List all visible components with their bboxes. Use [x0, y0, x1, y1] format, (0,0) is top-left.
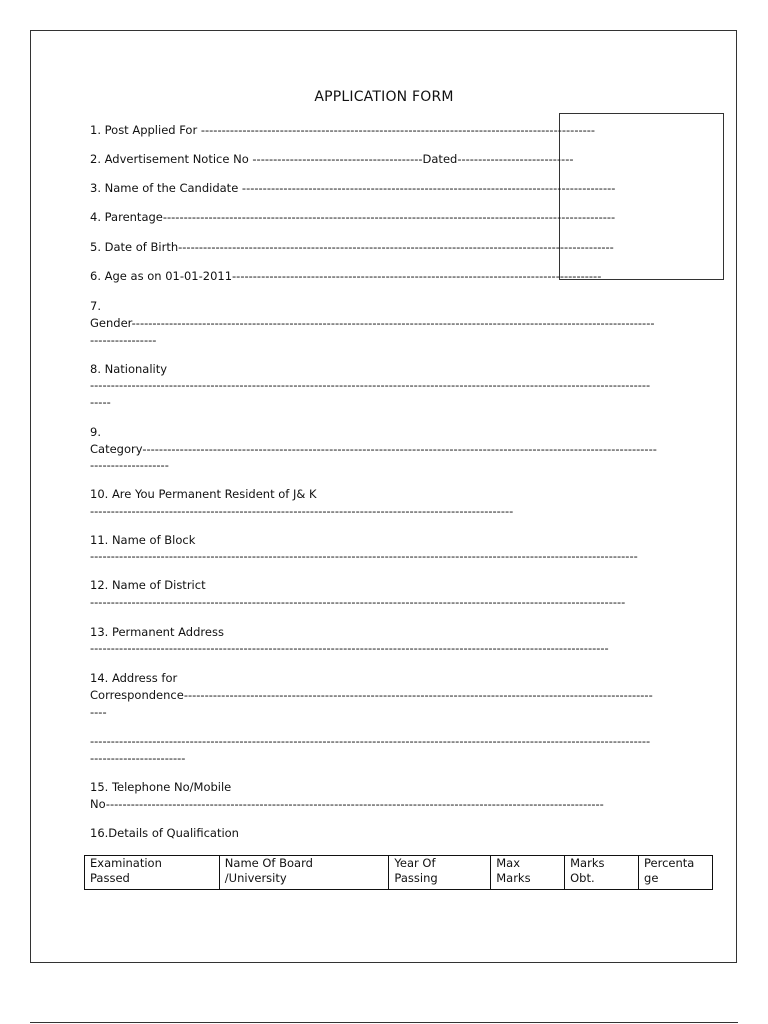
- qualification-table-header-row: [85, 856, 713, 890]
- correspondence-address-line-2-continuation: -----------------------: [90, 751, 186, 765]
- bottom-divider: [30, 1022, 738, 1023]
- header-line: Examination: [90, 856, 162, 870]
- district-field: ---------------------------------------------------------------------------------------------------------------------------------: [90, 595, 626, 609]
- telephone-label: 15. Telephone No/Mobile: [90, 780, 232, 794]
- candidate-name-field: 3. Name of the Candidate ------------------------------------------------------------------------------------------: [90, 181, 616, 195]
- form-title: APPLICATION FORM: [314, 89, 454, 105]
- header-line: Marks: [496, 871, 531, 885]
- permanent-address-label: 13. Permanent Address: [90, 625, 224, 639]
- nationality-field-continuation: -----: [90, 395, 111, 409]
- percentage-header: [639, 856, 713, 890]
- advertisement-notice-field: 2. Advertisement Notice No -----------------------------------------Dated----------------------------: [90, 152, 574, 166]
- permanent-resident-label: 10. Are You Permanent Resident of J& K: [90, 487, 317, 501]
- examination-passed-header: [85, 856, 220, 890]
- category-field-continuation: -------------------: [90, 458, 169, 472]
- correspondence-address-continuation: ----: [90, 705, 107, 719]
- post-applied-field: 1. Post Applied For -----------------------------------------------------------------------------------------------: [90, 123, 596, 137]
- gender-field-continuation: ----------------: [90, 333, 157, 347]
- gender-number: 7.: [90, 299, 101, 313]
- date-of-birth-field: 5. Date of Birth---------------------------------------------------------------------------------------------------------: [90, 240, 614, 254]
- max-marks-header: [491, 856, 565, 890]
- category-number: 9.: [90, 425, 101, 439]
- header-line: Obt.: [570, 871, 595, 885]
- correspondence-address-number: 14. Address for: [90, 671, 178, 685]
- header-line: Passing: [394, 871, 438, 885]
- header-line: ge: [644, 871, 659, 885]
- category-field: Category----------------------------------------------------------------------------------------------------------------------------: [90, 442, 657, 456]
- block-field: ------------------------------------------------------------------------------------------------------------------------------------: [90, 549, 638, 563]
- permanent-address-field: -----------------------------------------------------------------------------------------------------------------------------: [90, 641, 609, 655]
- district-label: 12. Name of District: [90, 578, 206, 592]
- nationality-field: ---------------------------------------------------------------------------------------------------------------------------------------: [90, 378, 651, 392]
- header-line: Name Of Board: [224, 856, 313, 870]
- age-field: 6. Age as on 01-01-2011-----------------------------------------------------------------------------------------: [90, 269, 602, 283]
- gender-field: Gender------------------------------------------------------------------------------------------------------------------------------: [90, 316, 655, 330]
- header-line: Percenta: [644, 856, 695, 870]
- photo-box: [559, 113, 724, 280]
- header-line: Marks: [570, 856, 605, 870]
- telephone-field: No------------------------------------------------------------------------------------------------------------------------: [90, 797, 604, 811]
- correspondence-address-field: Correspondence-----------------------------------------------------------------------------------------------------------------: [90, 688, 653, 702]
- permanent-resident-field: ------------------------------------------------------------------------------------------------------: [90, 504, 514, 518]
- header-line: Max: [496, 856, 521, 870]
- correspondence-address-line-2: ---------------------------------------------------------------------------------------------------------------------------------------: [90, 734, 651, 748]
- nationality-label: 8. Nationality: [90, 362, 168, 376]
- header-line: Passed: [90, 871, 130, 885]
- board-university-header: [219, 856, 389, 890]
- year-of-passing-header: [389, 856, 491, 890]
- qualification-table: [84, 855, 713, 890]
- qualification-heading: 16.Details of Qualification: [90, 826, 239, 840]
- header-line: /University: [224, 871, 287, 885]
- header-line: Year Of: [394, 856, 436, 870]
- block-label: 11. Name of Block: [90, 533, 196, 547]
- parentage-field: 4. Parentage-------------------------------------------------------------------------------------------------------------: [90, 210, 616, 224]
- marks-obtained-header: [565, 856, 639, 890]
